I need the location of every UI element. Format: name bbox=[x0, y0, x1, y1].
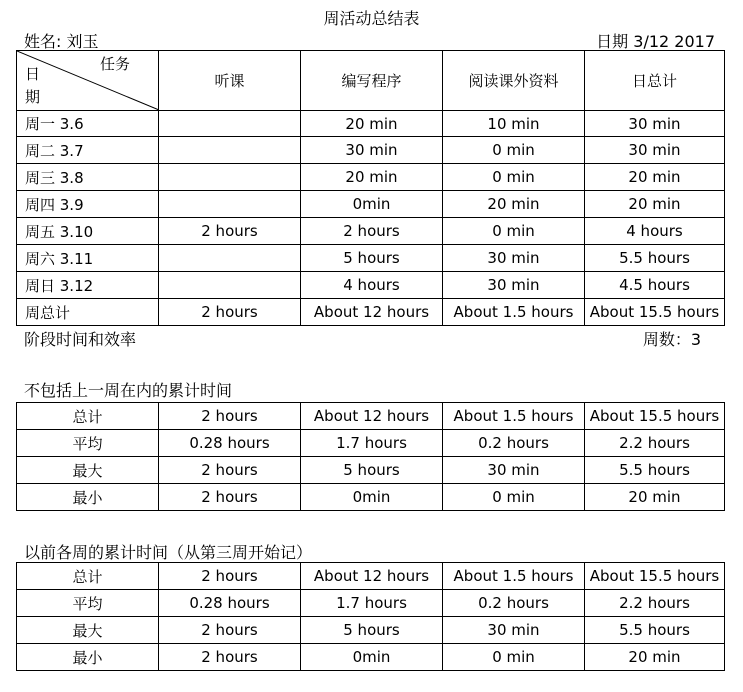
cell-programming: About 12 hours bbox=[301, 403, 443, 430]
cell-reading: 0 min bbox=[443, 164, 585, 191]
cell-programming: About 12 hours bbox=[301, 563, 443, 590]
cell-lecture bbox=[159, 272, 301, 299]
cell-programming: 5 hours bbox=[301, 457, 443, 484]
cell-reading: 30 min bbox=[443, 245, 585, 272]
row-label: 平均 bbox=[17, 590, 159, 617]
cell-daily-total: 4.5 hours bbox=[585, 272, 725, 299]
row-label: 周三 3.8 bbox=[17, 164, 159, 191]
corner-header-cell bbox=[17, 51, 159, 111]
row-label: 周四 3.9 bbox=[17, 191, 159, 218]
cell-programming: 5 hours bbox=[301, 617, 443, 644]
cell-programming: 1.7 hours bbox=[301, 590, 443, 617]
column-header-reading: 阅读课外资料 bbox=[443, 51, 585, 111]
cell-lecture bbox=[159, 245, 301, 272]
cell-daily-total: 2.2 hours bbox=[585, 590, 725, 617]
table-row bbox=[17, 403, 725, 430]
cell-reading: 0 min bbox=[443, 484, 585, 511]
cell-reading: About 1.5 hours bbox=[443, 403, 585, 430]
cell-programming: About 12 hours bbox=[301, 299, 443, 326]
row-label: 总计 bbox=[17, 563, 159, 590]
row-label: 周二 3.7 bbox=[17, 137, 159, 164]
cell-lecture: 2 hours bbox=[159, 563, 301, 590]
cell-reading: About 1.5 hours bbox=[443, 299, 585, 326]
cell-daily-total: About 15.5 hours bbox=[585, 299, 725, 326]
table-row bbox=[17, 191, 725, 218]
cell-lecture: 2 hours bbox=[159, 617, 301, 644]
table-row bbox=[17, 563, 725, 590]
weekly-activity-table bbox=[16, 50, 725, 326]
cell-lecture: 2 hours bbox=[159, 218, 301, 245]
cell-daily-total: 20 min bbox=[585, 191, 725, 218]
cell-programming: 20 min bbox=[301, 164, 443, 191]
cell-lecture bbox=[159, 191, 301, 218]
cell-daily-total: 20 min bbox=[585, 644, 725, 671]
cumulative-prior-table bbox=[16, 562, 725, 671]
cell-programming: 5 hours bbox=[301, 245, 443, 272]
table-row bbox=[17, 590, 725, 617]
table-row-weekly-total bbox=[17, 299, 725, 326]
cell-lecture: 2 hours bbox=[159, 457, 301, 484]
table-row bbox=[17, 164, 725, 191]
cell-reading: 10 min bbox=[443, 111, 585, 137]
cumulative-excl-heading: 不包括上一周在内的累计时间 bbox=[24, 381, 233, 400]
cell-reading: 30 min bbox=[443, 272, 585, 299]
cell-daily-total: 2.2 hours bbox=[585, 430, 725, 457]
cell-lecture bbox=[159, 111, 301, 137]
cell-daily-total: About 15.5 hours bbox=[585, 403, 725, 430]
table-row bbox=[17, 617, 725, 644]
cell-daily-total: About 15.5 hours bbox=[585, 563, 725, 590]
student-name: 姓名: 刘玉 bbox=[24, 32, 99, 51]
row-label: 周总计 bbox=[17, 299, 159, 326]
cell-daily-total: 5.5 hours bbox=[585, 245, 725, 272]
cell-lecture: 2 hours bbox=[159, 644, 301, 671]
table-row bbox=[17, 111, 725, 137]
cell-daily-total: 30 min bbox=[585, 111, 725, 137]
corner-task-label: 任务 bbox=[99, 55, 130, 73]
report-date: 日期 3/12 2017 bbox=[596, 32, 715, 51]
table-row bbox=[17, 218, 725, 245]
row-label: 最大 bbox=[17, 617, 159, 644]
row-label: 周六 3.11 bbox=[17, 245, 159, 272]
row-label: 最小 bbox=[17, 484, 159, 511]
column-header-programming: 编写程序 bbox=[301, 51, 443, 111]
row-label: 周日 3.12 bbox=[17, 272, 159, 299]
cell-lecture bbox=[159, 137, 301, 164]
cell-programming: 0min bbox=[301, 644, 443, 671]
cell-programming: 1.7 hours bbox=[301, 430, 443, 457]
cell-lecture: 2 hours bbox=[159, 299, 301, 326]
cell-daily-total: 30 min bbox=[585, 137, 725, 164]
cell-reading: 0 min bbox=[443, 218, 585, 245]
cell-reading: 0 min bbox=[443, 644, 585, 671]
cell-programming: 0min bbox=[301, 484, 443, 511]
cell-reading: 0.2 hours bbox=[443, 590, 585, 617]
cell-reading: 30 min bbox=[443, 457, 585, 484]
table-row bbox=[17, 430, 725, 457]
cumulative-prior-heading: 以前各周的累计时间（从第三周开始记） bbox=[24, 543, 313, 562]
table-row bbox=[17, 644, 725, 671]
cell-daily-total: 5.5 hours bbox=[585, 617, 725, 644]
row-label: 总计 bbox=[17, 403, 159, 430]
table-row bbox=[17, 457, 725, 484]
row-label: 最大 bbox=[17, 457, 159, 484]
column-header-lecture: 听课 bbox=[159, 51, 301, 111]
cell-lecture: 2 hours bbox=[159, 403, 301, 430]
cell-reading: 20 min bbox=[443, 191, 585, 218]
cell-programming: 4 hours bbox=[301, 272, 443, 299]
table-row bbox=[17, 245, 725, 272]
weeks-count: 周数：3 bbox=[642, 330, 701, 349]
row-label: 周一 3.6 bbox=[17, 111, 159, 137]
cell-daily-total: 5.5 hours bbox=[585, 457, 725, 484]
cell-programming: 20 min bbox=[301, 111, 443, 137]
cell-daily-total: 4 hours bbox=[585, 218, 725, 245]
cell-daily-total: 20 min bbox=[585, 484, 725, 511]
column-header-daily-total: 日总计 bbox=[585, 51, 725, 111]
row-label: 平均 bbox=[17, 430, 159, 457]
cell-programming: 0min bbox=[301, 191, 443, 218]
document-title: 周活动总结表 bbox=[323, 9, 420, 28]
cell-lecture: 2 hours bbox=[159, 484, 301, 511]
corner-date-label-1: 日 bbox=[25, 65, 41, 83]
cell-reading: 0.2 hours bbox=[443, 430, 585, 457]
table-row bbox=[17, 484, 725, 511]
cell-daily-total: 20 min bbox=[585, 164, 725, 191]
cell-lecture: 0.28 hours bbox=[159, 430, 301, 457]
cumulative-excl-table bbox=[16, 402, 725, 511]
table-row bbox=[17, 272, 725, 299]
cell-reading: About 1.5 hours bbox=[443, 563, 585, 590]
cell-reading: 0 min bbox=[443, 137, 585, 164]
corner-date-label-2: 期 bbox=[25, 88, 41, 106]
cell-reading: 30 min bbox=[443, 617, 585, 644]
cell-programming: 2 hours bbox=[301, 218, 443, 245]
cell-lecture bbox=[159, 164, 301, 191]
stage-label: 阶段时间和效率 bbox=[24, 330, 137, 349]
row-label: 周五 3.10 bbox=[17, 218, 159, 245]
cell-lecture: 0.28 hours bbox=[159, 590, 301, 617]
table-row bbox=[17, 137, 725, 164]
row-label: 最小 bbox=[17, 644, 159, 671]
cell-programming: 30 min bbox=[301, 137, 443, 164]
